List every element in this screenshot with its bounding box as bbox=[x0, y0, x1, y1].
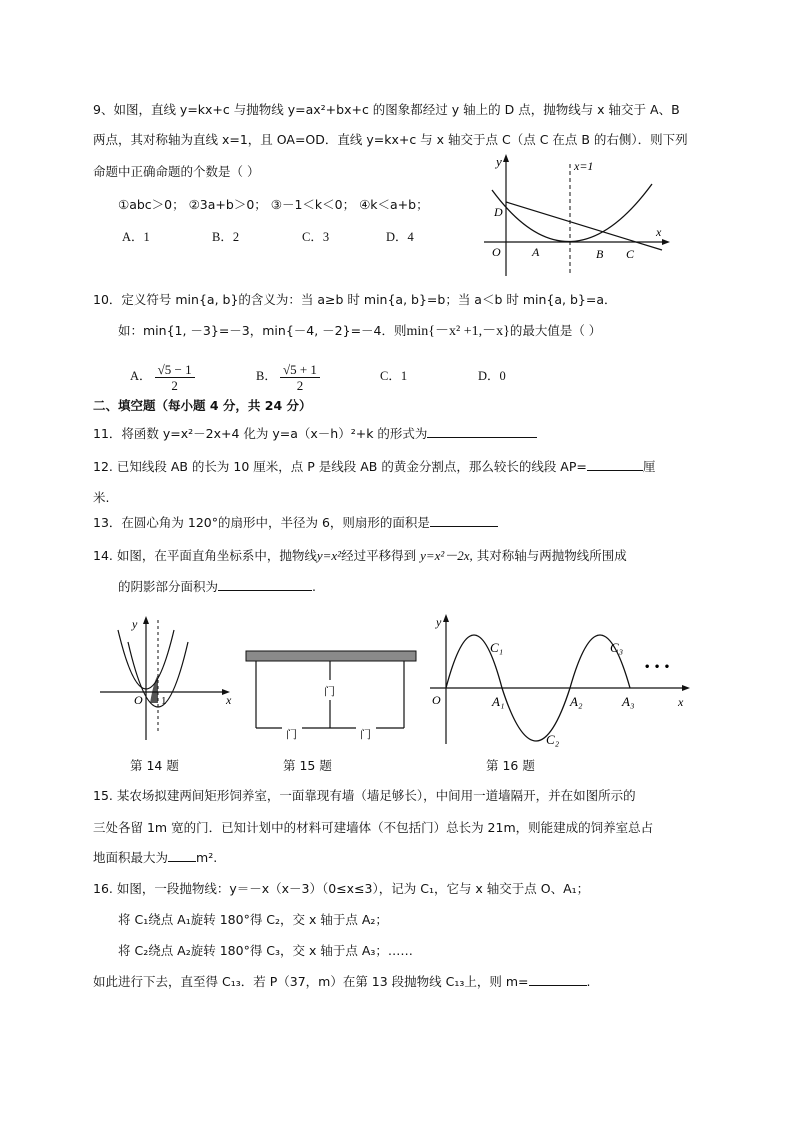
q15-line-3 bbox=[93, 849, 217, 867]
f16-caption: 第 16 题 bbox=[486, 758, 535, 773]
q10-line-2 bbox=[118, 322, 601, 341]
q9-line bbox=[506, 202, 662, 250]
q10-option-a-fraction bbox=[155, 362, 195, 393]
figure-16 bbox=[426, 610, 694, 750]
q16-line-1: 16. 如图，一段抛物线：y＝－x（x－3）（0≤x≤3），记为 C₁，它与 x 轴交于点 O、A₁； bbox=[93, 881, 590, 896]
q14-line-1 bbox=[93, 547, 627, 565]
q9-option-d: D．4 bbox=[386, 230, 414, 244]
q10-expression: min{－x² +1,－x} bbox=[406, 324, 510, 339]
q10-option-b-numerator: √5 + 1 bbox=[280, 362, 320, 378]
f15-door-left: 门 bbox=[286, 728, 297, 741]
q9-label-x: x bbox=[656, 225, 662, 239]
q15-line-3-pre: 地面积最大为 bbox=[93, 850, 169, 865]
q10-option-a bbox=[130, 358, 195, 394]
q10-line-2-post: 的最大值是（ ） bbox=[509, 323, 602, 338]
q14-eq-2: y=x²－2x, bbox=[420, 548, 473, 563]
f16-curve-c2 bbox=[502, 688, 570, 741]
q13 bbox=[93, 514, 498, 532]
q9-label-axis: x=1 bbox=[574, 159, 594, 173]
q16-line-4 bbox=[93, 973, 591, 991]
q9-line-1: 9、如图，直线 y=kx+c 与抛物线 y=ax²+bx+c 的图象都经过 y 轴上的 D 点，抛物线与 x 轴交于 A、B bbox=[93, 102, 680, 117]
q10-option-b-denominator: 2 bbox=[296, 377, 304, 393]
q14-line-1-mid: 经过平移得到 bbox=[341, 548, 417, 563]
f16-label-c1: C₁ bbox=[490, 640, 504, 655]
f14-label-o: O bbox=[134, 693, 143, 707]
f16-label-o: O bbox=[432, 693, 441, 707]
q14-line-1-post: 其对称轴与两抛物线所围成 bbox=[476, 548, 627, 563]
q13-text: 13．在圆心角为 120°的扇形中，半径为 6，则扇形的面积是 bbox=[93, 515, 430, 530]
f16-x-arrow bbox=[682, 685, 690, 691]
f16-label-a2: A₂ bbox=[570, 694, 583, 709]
q9-label-b: B bbox=[596, 247, 604, 261]
q10-option-a-denominator: 2 bbox=[171, 377, 178, 393]
q11 bbox=[93, 425, 537, 443]
q14-line-2-end: . bbox=[312, 579, 316, 594]
q14-line-2 bbox=[118, 578, 316, 596]
q10-option-b-label: B． bbox=[256, 369, 277, 383]
f16-label-a1: A₁ bbox=[492, 694, 505, 709]
q12-line-1 bbox=[93, 458, 655, 476]
q10-option-d: D．0 bbox=[478, 369, 506, 383]
q12-line-2: 米. bbox=[93, 490, 110, 505]
q15-answer-blank[interactable] bbox=[168, 849, 196, 862]
q9-line-2: 两点，其对称轴为直线 x=1，且 OA=OD．直线 y=kx+c 与 x 轴交于点 C（点 C 在点 B 的右侧）．则下列 bbox=[93, 132, 688, 147]
figure-15 bbox=[244, 648, 420, 744]
f15-door-right: 门 bbox=[360, 728, 371, 741]
q12-text: 12. 已知线段 AB 的长为 10 厘米，点 P 是线段 AB 的黄金分割点，那么较长的线段 AP= bbox=[93, 459, 587, 474]
f14-y-arrow bbox=[143, 616, 149, 624]
q13-answer-blank[interactable] bbox=[430, 514, 498, 527]
f16-label-a3: A₃ bbox=[622, 694, 635, 709]
q10-line-2-pre: 如：min{1, －3}=－3，min{－4, －2}=－4．则 bbox=[118, 323, 407, 338]
q9-option-b: B．2 bbox=[212, 230, 240, 244]
q9-label-a: A bbox=[532, 245, 540, 259]
f16-label-c2: C₂ bbox=[546, 732, 560, 747]
section-2-heading: 二、填空题（每小题 4 分，共 24 分） bbox=[93, 398, 312, 413]
q9-y-arrow bbox=[503, 154, 509, 162]
q9-option-c: C．3 bbox=[302, 230, 330, 244]
f15-caption: 第 15 题 bbox=[283, 758, 332, 773]
q9-option-a: A．1 bbox=[122, 230, 150, 244]
q10-option-a-label: A． bbox=[130, 369, 152, 383]
q12-answer-blank[interactable] bbox=[587, 458, 643, 471]
figure-14 bbox=[96, 612, 238, 744]
q15-line-1: 15. 某农场拟建两间矩形饲养室，一面靠现有墙（墙足够长），中间用一道墙隔开，并在如图所示的 bbox=[93, 788, 636, 803]
q12-unit: 厘 bbox=[642, 459, 656, 474]
f16-label-y: y bbox=[436, 615, 442, 629]
q16-line-2: 将 C₁绕点 A₁旋转 180°得 C₂，交 x 轴于点 A₂； bbox=[118, 912, 388, 927]
q10-option-c: C．1 bbox=[380, 369, 408, 383]
q9-label-o: O bbox=[492, 245, 501, 259]
q14-answer-blank[interactable] bbox=[218, 578, 312, 591]
f16-label-c3: C₃ bbox=[610, 640, 624, 655]
q11-answer-blank[interactable] bbox=[427, 425, 537, 438]
q9-label-c: C bbox=[626, 247, 635, 261]
q9-line-3: 命题中正确命题的个数是（ ） bbox=[93, 164, 260, 179]
f14-label-x: x bbox=[226, 693, 232, 707]
q11-text: 11．将函数 y=x²－2x+4 化为 y=a（x－h）²+k 的形式为 bbox=[93, 426, 428, 441]
f15-existing-wall bbox=[246, 651, 416, 661]
q9-label-d: D bbox=[494, 205, 503, 219]
q16-answer-blank[interactable] bbox=[529, 973, 587, 986]
q15-line-3-post: m². bbox=[196, 850, 218, 865]
q16-line-4-pre: 如此进行下去，直至得 C₁₃．若 P（37，m）在第 13 段抛物线 C₁₃上，则 m= bbox=[93, 974, 529, 989]
q14-line-2-text: 的阴影部分面积为 bbox=[118, 579, 219, 594]
q9-figure bbox=[478, 150, 678, 280]
q15-line-2: 三处各留 1m 宽的门．已知计划中的材料可建墙体（不包括门）总长为 21m，则能建成的饲养室总占 bbox=[93, 820, 654, 835]
q14-eq-1: y=x² bbox=[316, 548, 342, 563]
q16-line-3: 将 C₂绕点 A₂旋转 180°得 C₃，交 x 轴于点 A₃；…… bbox=[118, 943, 413, 958]
q14-line-1-pre: 14. 如图，在平面直角坐标系中，抛物线 bbox=[93, 548, 317, 563]
f14-caption: 第 14 题 bbox=[130, 758, 179, 773]
f14-label-one: 1 bbox=[161, 695, 167, 707]
q9-conditions: ①abc＞0； ②3a+b＞0； ③－1＜k＜0； ④k＜a+b； bbox=[118, 197, 429, 212]
q10-option-b bbox=[256, 358, 320, 394]
q10-option-b-fraction bbox=[280, 362, 320, 393]
f16-y-arrow bbox=[443, 614, 449, 622]
q9-parabola bbox=[492, 184, 652, 242]
q9-label-y: y bbox=[496, 154, 502, 169]
q9-x-arrow bbox=[662, 239, 670, 245]
q10-option-a-numerator: √5 − 1 bbox=[155, 362, 195, 378]
q10-line-1: 10．定义符号 min{a, b}的含义为：当 a≥b 时 min{a, b}=b；当 a＜b 时 min{a, b}=a． bbox=[93, 292, 617, 307]
f15-door-middle: 门 bbox=[324, 685, 335, 698]
f16-label-x: x bbox=[678, 695, 684, 709]
f16-continuation-dots: • • • bbox=[644, 662, 671, 673]
f14-label-y: y bbox=[132, 617, 138, 631]
q16-line-4-post: . bbox=[586, 974, 591, 989]
